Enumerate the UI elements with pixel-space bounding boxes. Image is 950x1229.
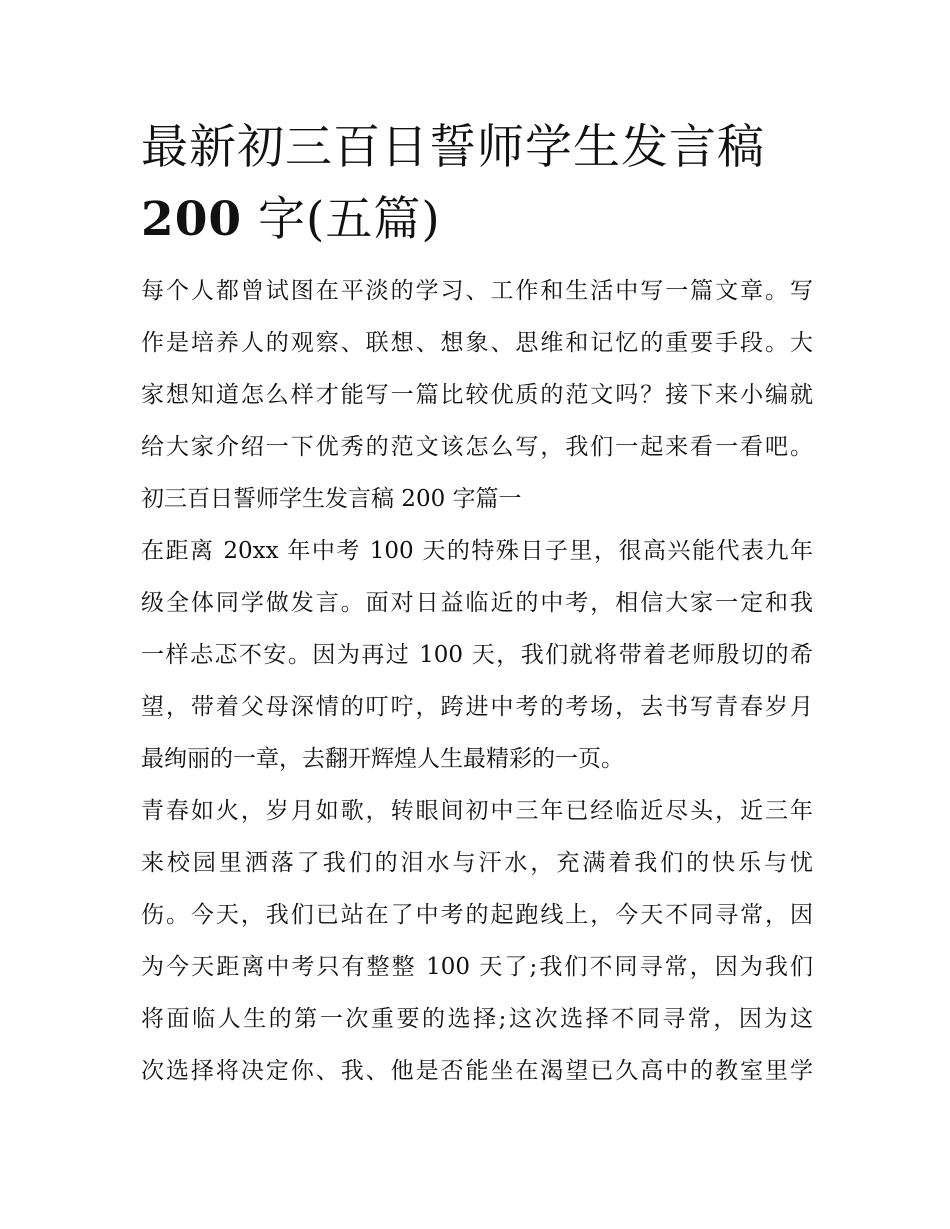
intro-line: 给大家介绍一下优秀的范文该怎么写，我们一起来看一看吧。	[141, 434, 813, 460]
paragraph-line: 最绚丽的一章，去翻开辉煌人生最精彩的一页。	[141, 746, 624, 772]
document-content	[141, 112, 813, 1097]
paragraph-line: 望，带着父母深情的叮咛，跨进中考的考场，去书写青春岁月	[141, 694, 813, 720]
paragraph-line: 青春如火，岁月如歌，转眼间初中三年已经临近尽头，近三年	[141, 798, 813, 824]
title-number: 200	[141, 192, 243, 247]
paragraph-line: 次选择将决定你、我、他是否能坐在渴望已久高中的教室里学	[141, 1058, 813, 1084]
section-heading-text: 初三百日誓师学生发言稿 200 字篇一	[141, 486, 522, 512]
paragraph-line: 伤。今天，我们已站在了中考的起跑线上，今天不同寻常，因	[141, 902, 813, 928]
paragraph-line: 一样忐忑不安。因为再过 100 天，我们就将带着老师殷切的希	[141, 642, 813, 668]
paragraph-2	[141, 785, 813, 1097]
paragraph-line: 来校园里洒落了我们的泪水与汗水，充满着我们的快乐与忧	[141, 850, 813, 876]
paragraph-line: 为今天距离中考只有整整 100 天了;我们不同寻常，因为我们	[141, 954, 813, 980]
intro-line: 每个人都曾试图在平淡的学习、工作和生活中写一篇文章。写	[141, 278, 813, 304]
paragraph-line: 在距离 20xx 年中考 100 天的特殊日子里，很高兴能代表九年	[141, 538, 813, 564]
title-line-2	[141, 184, 813, 256]
paragraph-line: 将面临人生的第一次重要的选择;这次选择不同寻常，因为这	[141, 1006, 813, 1032]
title-suffix: 字(五篇)	[242, 192, 441, 247]
paragraph-line: 级全体同学做发言。面对日益临近的中考，相信大家一定和我	[141, 590, 813, 616]
intro-paragraph	[141, 265, 813, 473]
intro-line: 家想知道怎么样才能写一篇比较优质的范文吗？接下来小编就	[141, 382, 813, 408]
title-line-1: 最新初三百日誓师学生发言稿	[141, 120, 765, 175]
section-heading	[141, 473, 813, 525]
intro-line: 作是培养人的观察、联想、想象、思维和记忆的重要手段。大	[141, 330, 813, 356]
document-body	[141, 265, 813, 1097]
document-title	[141, 112, 813, 256]
paragraph-1	[141, 525, 813, 785]
